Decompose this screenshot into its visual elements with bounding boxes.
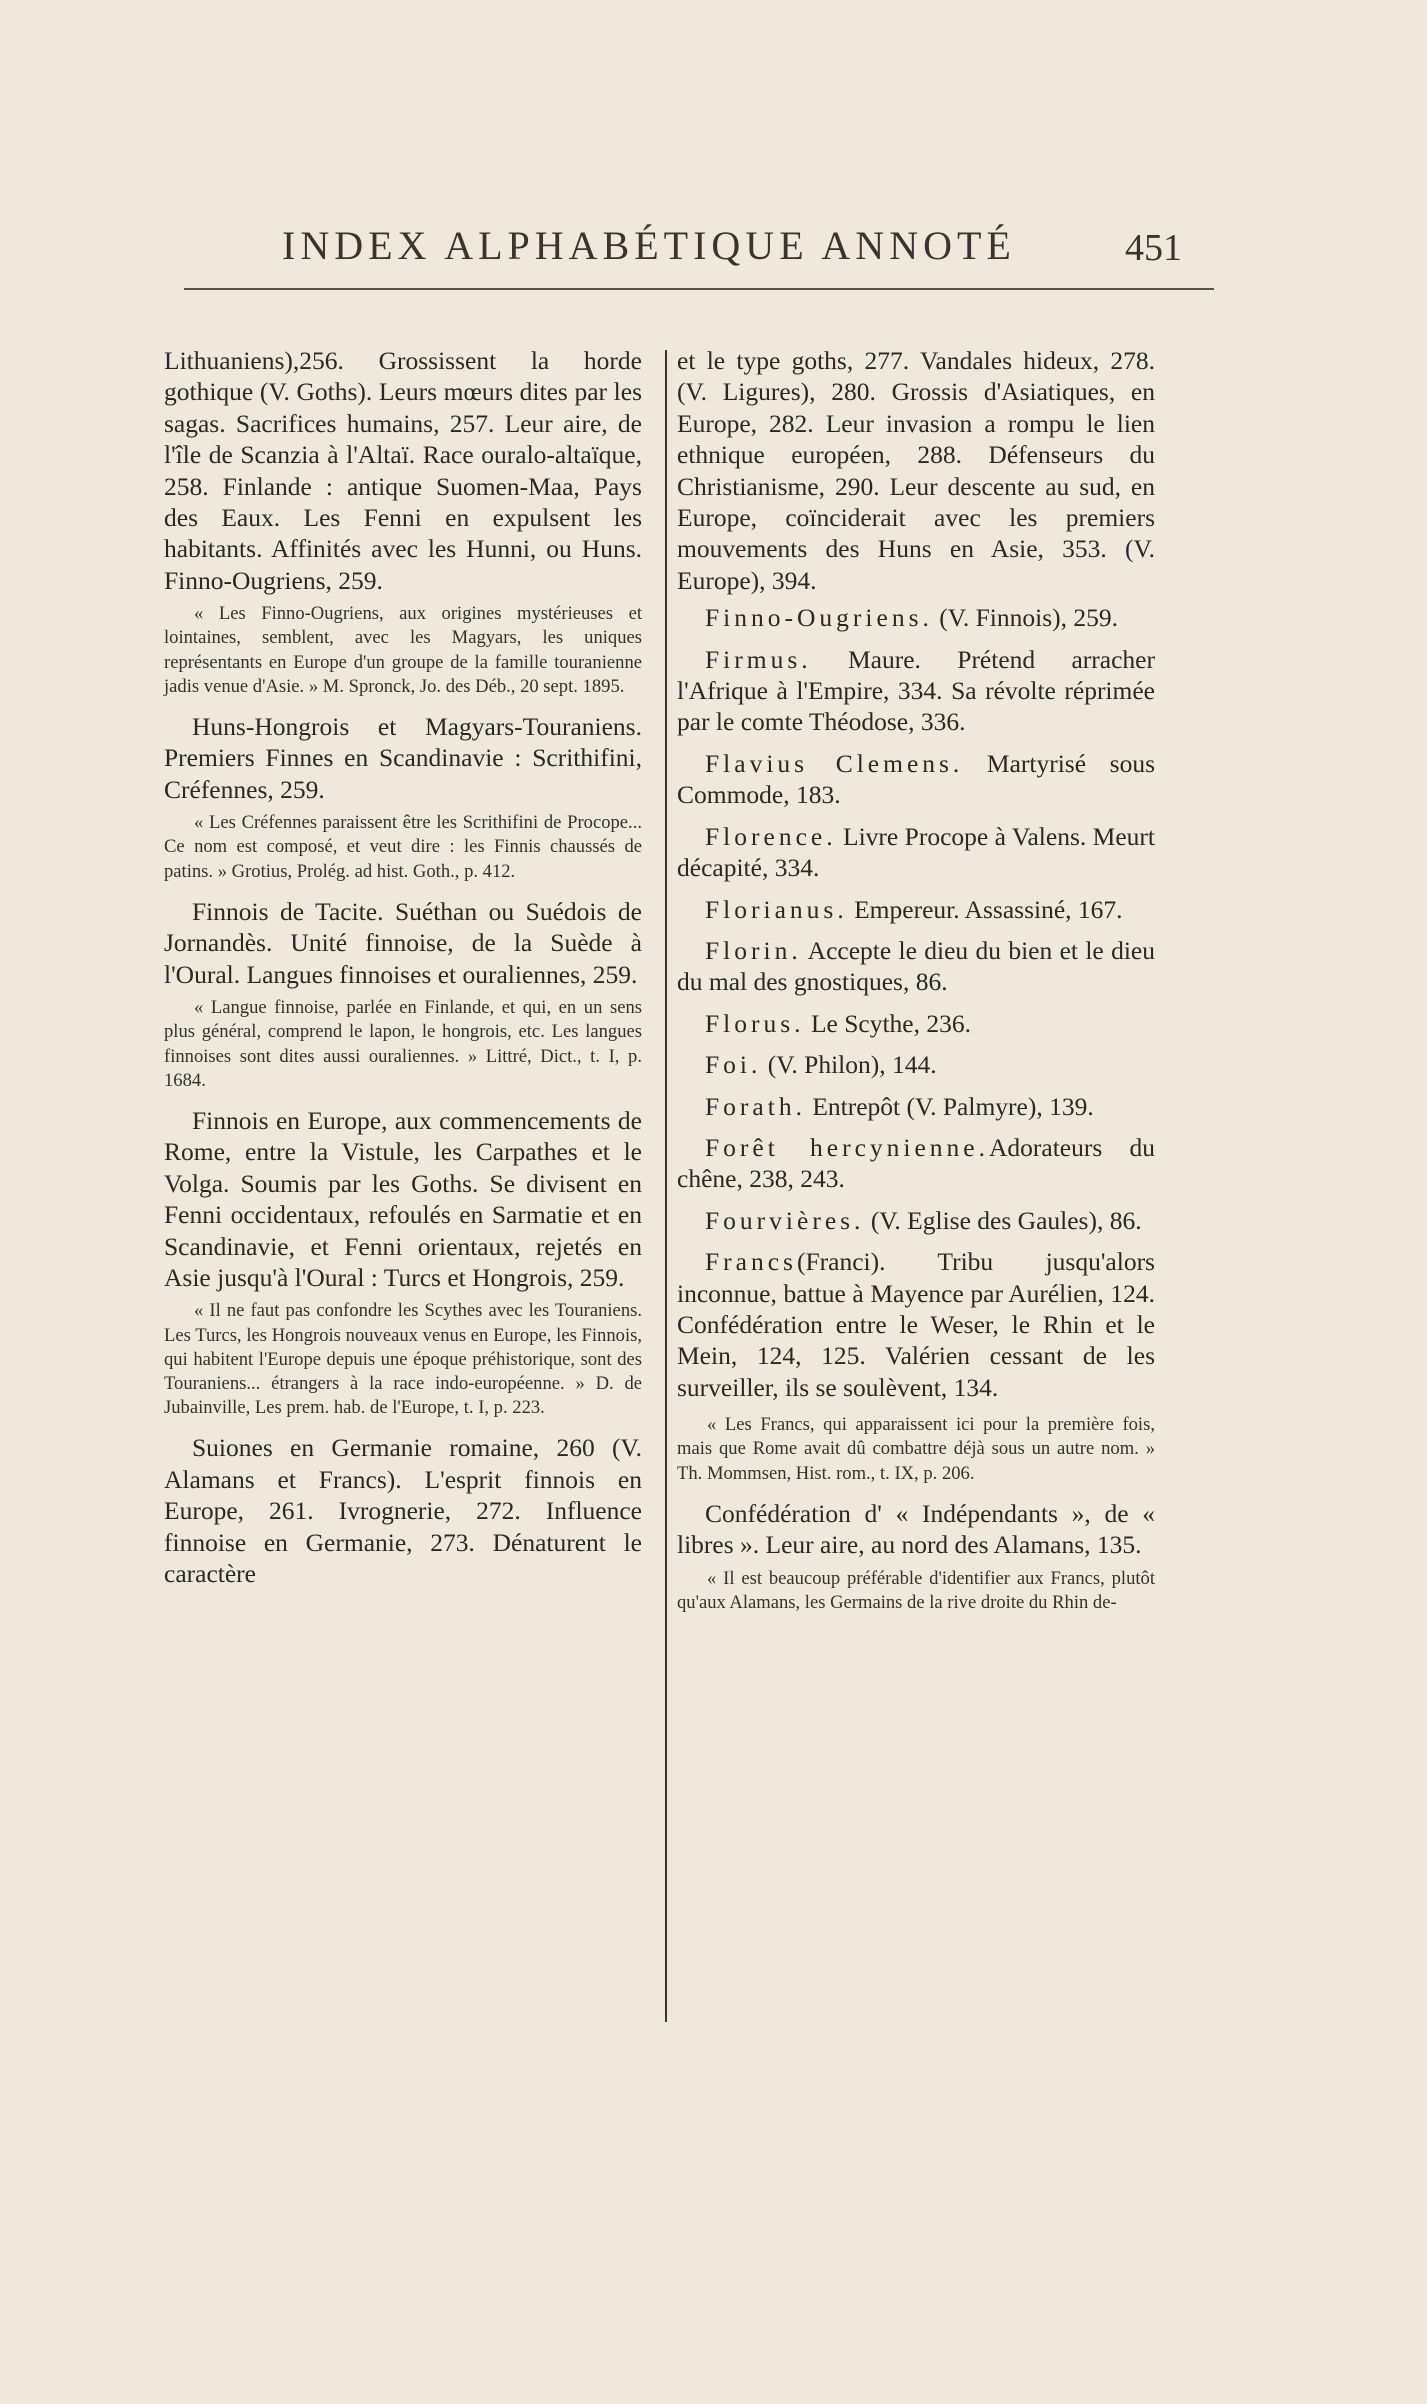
headword: Francs	[705, 1247, 797, 1277]
paragraph: Confédération d' « Indépendants », de « libres ». Leur aire, au nord des Alamans, 135.	[677, 1498, 1155, 1560]
entry-text: Martyrisé sous Commode, 183.	[677, 748, 1155, 810]
headword: Foi.	[705, 1050, 762, 1080]
entry-text: Empereur. Assassiné, 167.	[847, 894, 1123, 924]
headword: Florianus.	[705, 894, 848, 924]
entry-text: Accepte le dieu du bien et le dieu du mal des gnostiques, 86.	[677, 935, 1155, 997]
page-number: 451	[1125, 227, 1182, 269]
paragraph: Huns-Hongrois et Magyars-Touraniens. Premiers Finnes en Scandinavie : Scrithifini, Créfennes, 259.	[164, 712, 642, 804]
headword: Forêt hercynienne.	[705, 1132, 989, 1162]
index-entry-firmus	[677, 644, 1155, 738]
index-entry-finno-ougriens	[677, 602, 1155, 633]
index-entry-foret-hercynienne	[677, 1132, 1155, 1195]
running-title: INDEX ALPHABÉTIQUE ANNOTÉ	[282, 223, 1016, 268]
left-column	[164, 345, 642, 1595]
index-entry-forath	[677, 1091, 1155, 1122]
quotation: « Il est beaucoup préférable d'identifier aux Francs, plutôt qu'aux Alamans, les Germains de la rive droite du Rhin de-	[677, 1567, 1155, 1613]
quotation: « Les Francs, qui apparaissent ici pour la première fois, mais que Rome avait dû combattre déjà sous un autre nom. » Th. Mommsen, Hist. rom., t. IX, p. 206.	[677, 1414, 1155, 1484]
headword: Fourvières.	[705, 1205, 865, 1235]
paragraph: Finnois en Europe, aux commencements de Rome, entre la Vistule, les Carpathes et le Volga. Soumis par les Goths. Se divisent en Fenni occidentaux, refoulés en Sarmatie et en Scandinavie, et Fenni orientaux, rejetés en Asie jusqu'à l'Oural : Turcs et Hongrois, 259.	[164, 1105, 642, 1292]
quotation: « Il ne faut pas confondre les Scythes avec les Touraniens. Les Turcs, les Hongrois nouveaux venus en Europe, les Finnois, qui habitent l'Europe depuis une époque préhistorique, sont des Touraniens... étrangers à la race indo-européenne. » D. de Jubainville, Les prem. hab. de l'Europe, t. I, p. 223.	[164, 1300, 642, 1419]
entry-text: Maure. Prétend arracher l'Afrique à l'Empire, 334. Sa révolte réprimée par le comte Théodose, 336.	[677, 644, 1155, 737]
paragraph: Suiones en Germanie romaine, 260 (V. Alamans et Francs). L'esprit finnois en Europe, 261. Ivrognerie, 272. Influence finnoise en Germanie, 273. Dénaturent le caractère	[164, 1433, 642, 1588]
headword: Firmus.	[705, 644, 812, 674]
index-entry-foi	[677, 1049, 1155, 1080]
entry-text: (V. Philon), 144.	[761, 1050, 937, 1080]
entry-text: Livre Procope à Valens. Meurt décapité, 334.	[677, 821, 1155, 883]
index-entry-florence	[677, 821, 1155, 884]
headword: Florin.	[705, 935, 802, 965]
page-header	[184, 222, 1214, 282]
headword: Finno-Ougriens.	[705, 603, 933, 633]
headword: Flavius Clemens.	[705, 748, 964, 778]
index-entry-florianus	[677, 894, 1155, 925]
entry-text: (V. Eglise des Gaules), 86.	[864, 1205, 1142, 1235]
index-entry-florus	[677, 1008, 1155, 1039]
quotation: « Les Créfennes paraissent être les Scrithifini de Procope... Ce nom est composé, et veut dire : les Finnis chaussés de patins. » Grotius, Prolég. ad hist. Goth., p. 412.	[164, 812, 642, 882]
right-column	[677, 345, 1155, 1627]
headword: Forath.	[705, 1091, 806, 1121]
index-entry-flavius-clemens	[677, 748, 1155, 811]
entry-text: (V. Finnois), 259.	[932, 603, 1119, 633]
quotation: « Les Finno-Ougriens, aux origines mystérieuses et lointaines, semblent, avec les Magyars, les uniques représentants en Europe d'un groupe de la famille touranienne jadis venue d'Asie. » M. Spronck, Jo. des Déb., 20 sept. 1895.	[164, 603, 642, 697]
entry-text: (Franci). Tribu jusqu'alors inconnue, battue à Mayence par Aurélien, 124. Confédération entre le Weser, le Rhin et le Mein, 124, 125. Valérien cessant de les surveiller, ils se soulèvent, 134.	[677, 1247, 1155, 1402]
column-divider	[665, 350, 667, 2022]
headword: Florence.	[705, 821, 837, 851]
paragraph: et le type goths, 277. Vandales hideux, 278. (V. Ligures), 280. Grossis d'Asiatiques, en Europe, 282. Leur invasion a rompu le lien ethnique européen, 288. Défenseurs du Christianisme, 290. Leur descente au sud, en Europe, coïnciderait avec les premiers mouvements des Huns en Asie, 353. (V. Europe), 394.	[677, 346, 1155, 595]
paragraph: Lithuaniens),256. Grossissent la horde gothique (V. Goths). Leurs mœurs dites par les sagas. Sacrifices humains, 257. Leur aire, de l'île de Scanzia à l'Altaï. Race ouralo-altaïque, 258. Finlande : antique Suomen-Maa, Pays des Eaux. Les Fenni en expulsent les habitants. Affinités avec les Hunni, ou Huns. Finno-Ougriens, 259.	[164, 346, 642, 595]
quotation: « Langue finnoise, parlée en Finlande, et qui, en un sens plus général, comprend le lapon, le hongrois, etc. Les langues finnoises sont dites aussi ouraliennes. » Littré, Dict., t. I, p. 1684.	[164, 997, 642, 1091]
index-entry-florin	[677, 935, 1155, 998]
entry-text: Entrepôt (V. Palmyre), 139.	[805, 1091, 1094, 1121]
index-entry-fourvieres	[677, 1205, 1155, 1236]
index-entry-francs	[677, 1246, 1155, 1403]
paragraph: Finnois de Tacite. Suéthan ou Suédois de Jornandès. Unité finnoise, de la Suède à l'Oural. Langues finnoises et ouraliennes, 259.	[164, 896, 642, 989]
header-rule	[184, 288, 1214, 290]
entry-text: Adorateurs du chêne, 238, 243.	[677, 1132, 1155, 1194]
headword: Florus.	[705, 1008, 805, 1038]
entry-text: Le Scythe, 236.	[804, 1008, 971, 1038]
